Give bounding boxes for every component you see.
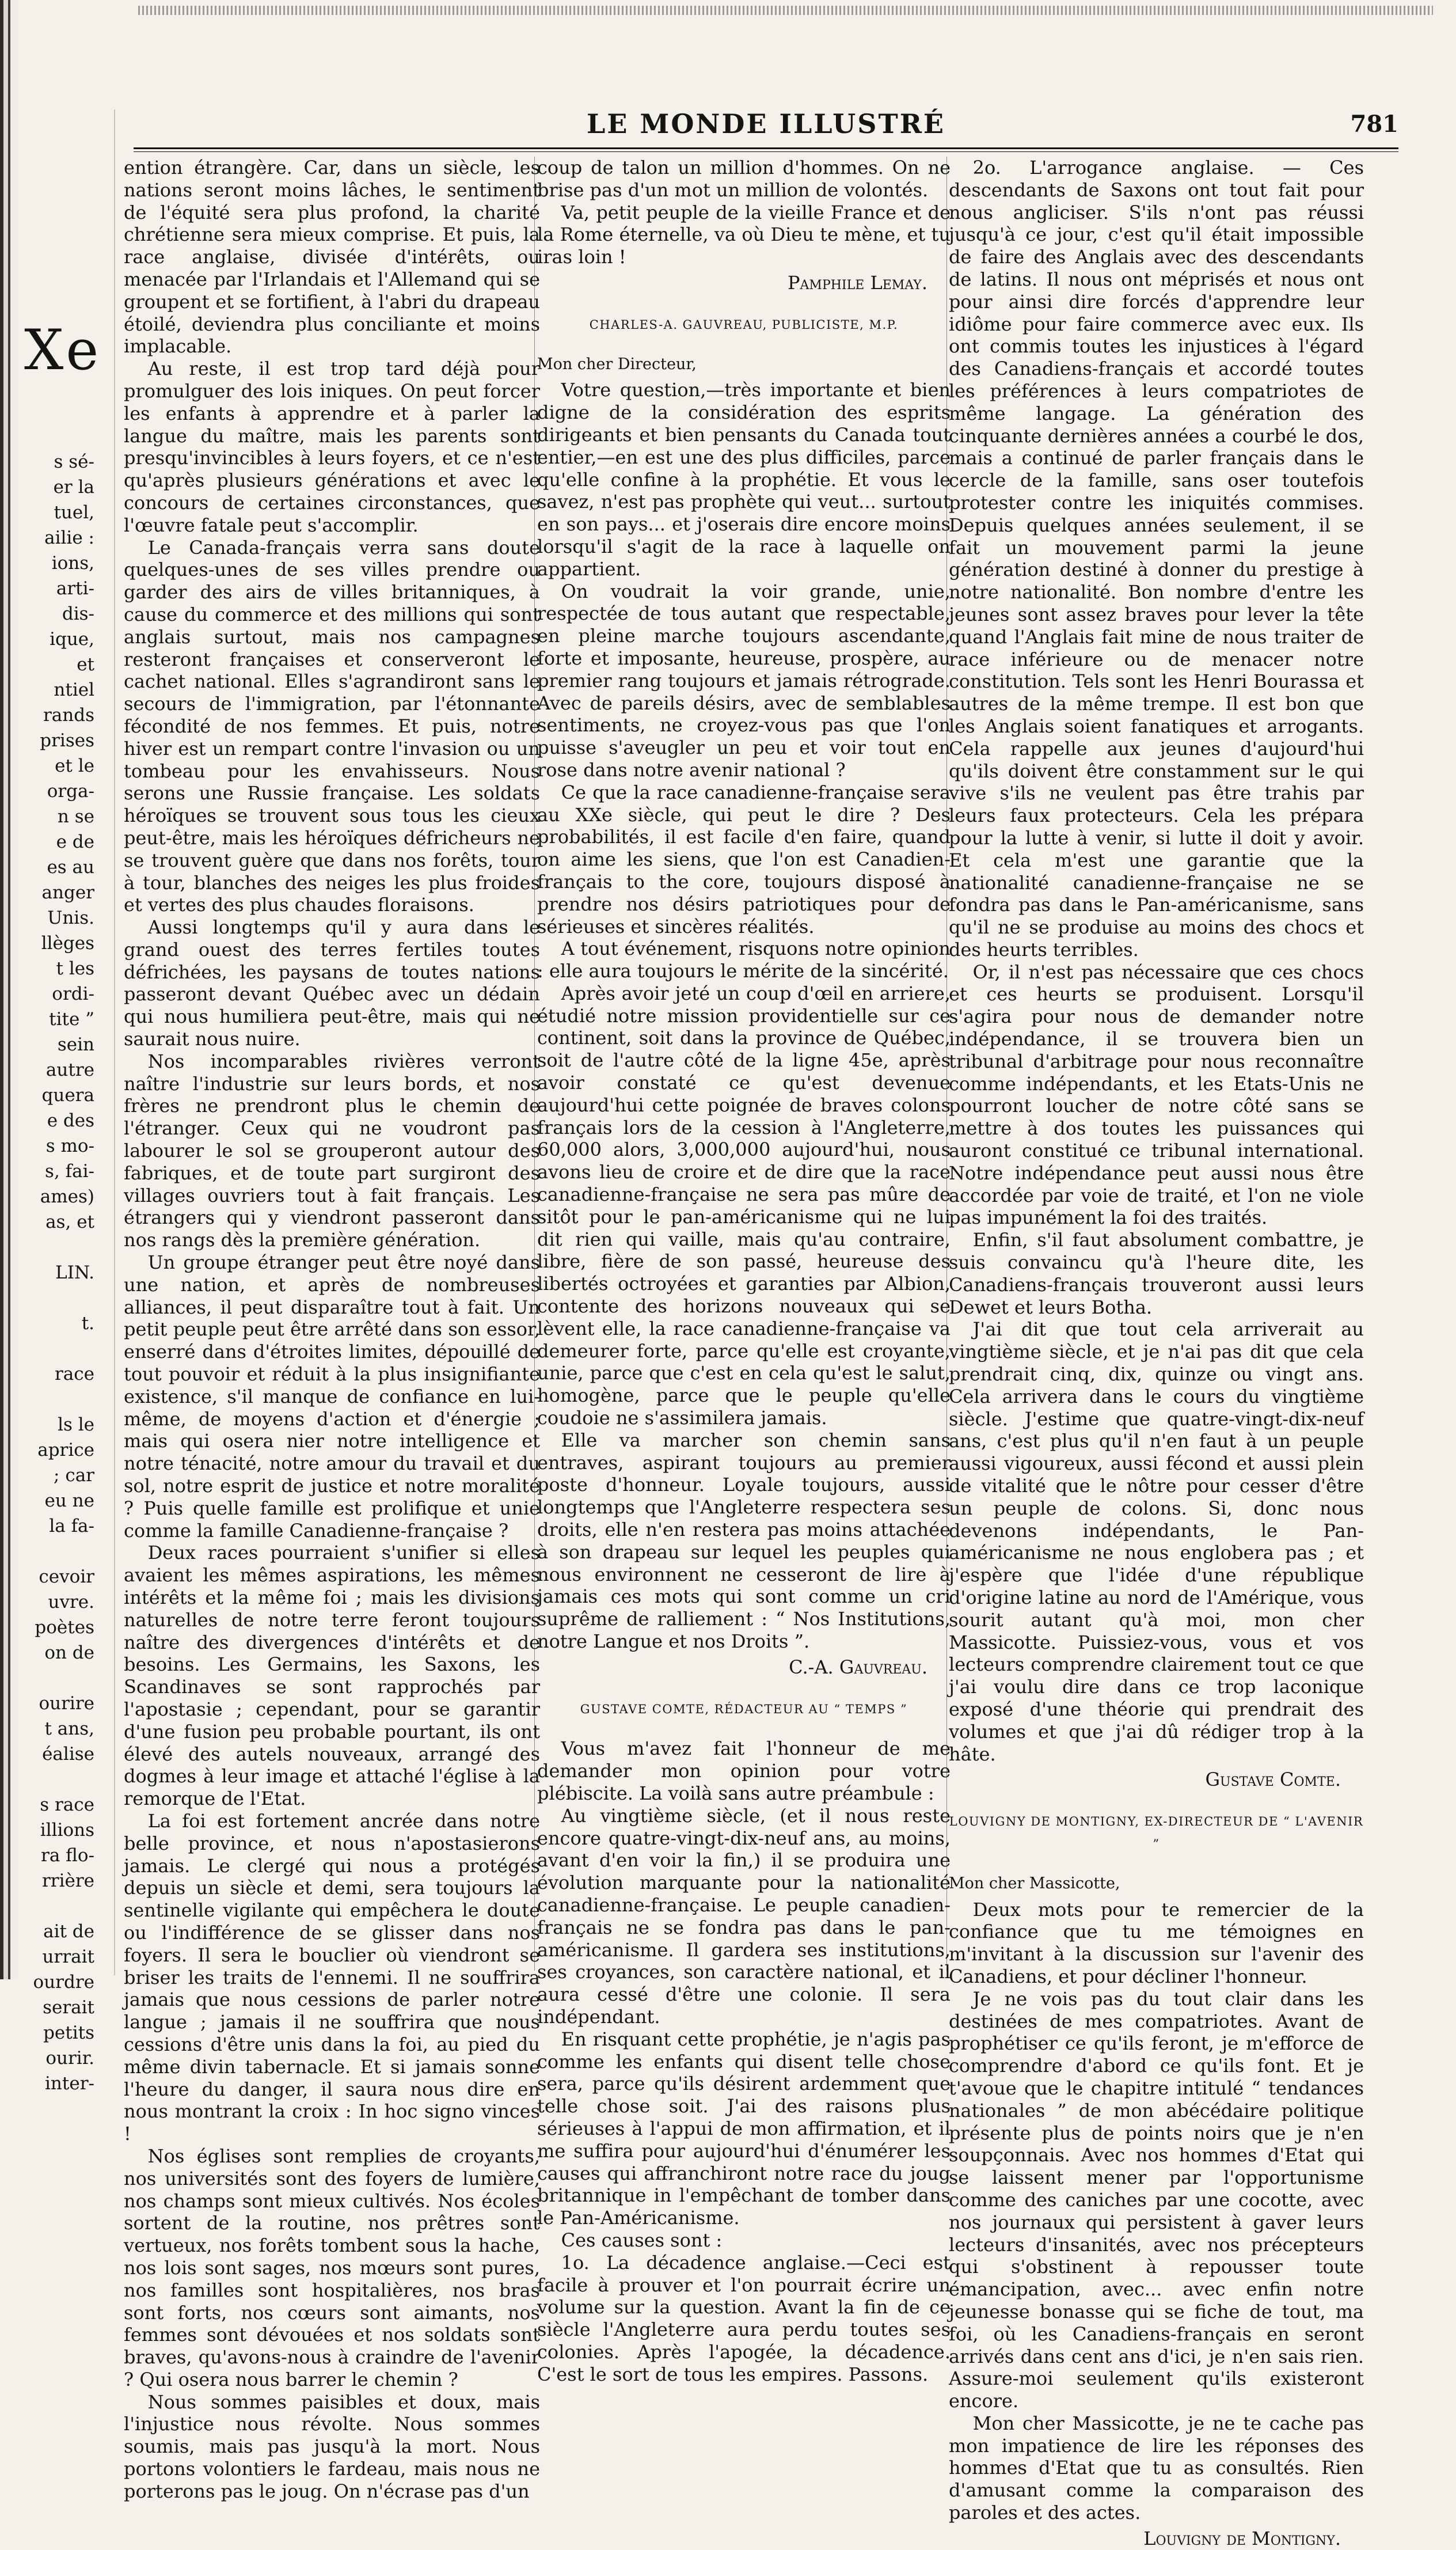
prev-page-line: ailie : bbox=[44, 528, 94, 548]
column-2 bbox=[537, 157, 951, 2385]
signature-comte: Gustave Comte. bbox=[1205, 1769, 1341, 1791]
signature-montigny: Louvigny de Montigny. bbox=[1143, 2527, 1341, 2549]
prev-page-heading-fragment: Xe bbox=[24, 318, 101, 382]
prev-page-line: dis- bbox=[62, 604, 94, 624]
top-print-rule bbox=[138, 6, 1433, 15]
salutation: Mon cher Directeur, bbox=[537, 355, 697, 373]
paragraph: Votre question,—très importante et bien digne de la considération des esprits dirigeants et bien pensants du Canada tout entier,—en est une des plus difficiles, parce qu'elle confine à la prophétie. Et vous le savez, n'est pas prophète qui veut... surtout en son pays... et j'oserais dire encore moins lorsqu'il s'agit de la race à laquelle on appartient. bbox=[537, 379, 951, 580]
paragraph: La foi est fortement ancrée dans notre belle province, et nous n'apostasierons jamais. Le clergé qui nous a protégés depuis un siècle et demi, sera toujours la sentinelle vigilante qui empêchera le doute ou l'indifférence de se glisser dans nos foyers. Il sera le bouclier où viendront se briser les traits de l'ennemi. Il ne souffrira jamais que nous cessions de parler notre langue ; jamais il ne souffrira que nous cessions d'être unis dans la foi, au pied du même divin tabernacle. Et si jamais sonne l'heure du danger, il saura nous dire en nous montrant la croix : In hoc signo vinces ! bbox=[124, 1809, 540, 2145]
prev-page-line: sein bbox=[57, 1034, 94, 1055]
prev-page-line: er la bbox=[53, 477, 94, 498]
prev-page-line: t. bbox=[81, 1313, 94, 1334]
newspaper-title: LE MONDE ILLUSTRÉ bbox=[587, 108, 945, 139]
paragraph: Enfin, s'il faut absolument combattre, je suis convaincu qu'à l'heure dite, les Canadiens-français trouveront aussi leurs Dewet et leurs Botha. bbox=[949, 1229, 1364, 1318]
section-heading-gauvreau: CHARLES-A. GAUVREAU, PUBLICISTE, M.P. bbox=[589, 317, 899, 332]
prev-page-line: aprice bbox=[37, 1440, 94, 1460]
page-number: 781 bbox=[1350, 111, 1398, 138]
prev-page-line: et le bbox=[55, 756, 94, 776]
paragraph: On voudrait la voir grande, unie, respectée de tous autant que respectable, en pleine marche toujours ascendante, forte et imposante, heureuse, prospère, au premier rang toujours et jamais rétrograde. Avec de pareils désirs, avec de semblables sentiments, ne croyez-vous pas que l'on puisse s'aveugler un peu et voir tout en rose dans notre avenir national ? bbox=[537, 580, 951, 781]
prev-page-line: petits bbox=[43, 2022, 94, 2043]
prev-page-line: inter- bbox=[45, 2073, 94, 2094]
continued-paragraph: coup de talon un million d'hommes. On ne brise pas d'un mot un million de volontés. bbox=[537, 157, 951, 201]
comte-letter-continued bbox=[949, 157, 1364, 1765]
prev-page-line: eu ne bbox=[44, 1490, 94, 1511]
comte-letter bbox=[537, 1737, 951, 2385]
prev-page-line: s race bbox=[40, 1794, 94, 1815]
paragraph: Ce que la race canadienne-française sera au XXe siècle, qui peut le dire ? Des probabilités, il est facile d'en faire, quand on aime les siens, que l'on est Canadien-français to the core, toujours disposé à prendre nos désirs patriotiques pour de sérieuses et sincères réalités. bbox=[537, 781, 951, 938]
prev-page-line: serait bbox=[43, 1997, 94, 2018]
paragraph: J'ai dit que tout cela arriverait au vingtième siècle, et je n'ai pas dit que cela prendrait cinq, dix, quinze ou vingt ans. Cela arrivera dans le cours du vingtième siècle. J'estime que quatre-vingt-dix-neuf ans, c'est plus qu'il n'en faut à un peuple aussi vigoureux, aussi fécond et aussi plein de vitalité que le nôtre pour cesser d'être un peuple de colons. Si, donc nous devenons indépendants, le Pan-américanisme ne nous englobera pas ; et j'espère que l'idée d'une république d'origine latine au nord de l'Amérique, vous sourit autant qu'à moi, mon cher Massicotte. Puissiez-vous, vous et vos lecteurs comprendre clairement tout ce que j'ai voulu dire dans ce trop laconique exposé d'une théorie qui prendrait des volumes et que j'ai dû rédiger trop à la hâte. bbox=[949, 1318, 1364, 1765]
prev-page-line: s sé- bbox=[54, 451, 94, 472]
paragraph: ention étrangère. Car, dans un siècle, les nations seront moins lâches, le sentiment de l'équité sera plus profond, la charité chrétienne sera mieux comprise. Et puis, la race anglaise, divisée d'intérêts, ou menacée par l'Irlandais et l'Allemand qui se groupent et se fortifient, à l'abri du drapeau étoilé, deviendra plus conciliante et moins implacable. bbox=[124, 157, 540, 358]
prev-page-line: on de bbox=[44, 1642, 94, 1663]
salutation: Mon cher Massicotte, bbox=[949, 1874, 1120, 1892]
paragraph: Au reste, il est trop tard déjà pour promulguer des lois iniques. On peut forcer les enfants à apprendre et à parler la langue du maître, mais les parents sont presqu'invincibles à leurs foyers, et ce n'est qu'après plusieurs générations et avec le concours de certaines circonstances, que l'œuvre fatale peut s'accomplir. bbox=[124, 358, 540, 536]
paragraph: Elle va marcher son chemin sans entraves, aspirant toujours au premier poste d'honneur. Loyale toujours, aussi longtemps que l'Angleterre respectera ses droits, elle n'en restera pas moins attachée à son drapeau sur lequel les peuples qui nous environnent ne cesseront de lire à jamais ces mots qui sont comme un cri suprême de ralliement : “ Nos Institutions, notre Langue et nos Droits ”. bbox=[537, 1429, 951, 1652]
prev-page-line: LIN. bbox=[55, 1262, 94, 1283]
prev-page-line: autre bbox=[45, 1060, 94, 1080]
prev-page-line: uvre. bbox=[48, 1592, 94, 1612]
masthead-rule-thick bbox=[134, 147, 1398, 149]
paragraph: Nos églises sont remplies de croyants, nos universités sont des foyers de lumière, nos champs sont mieux cultivés. Nos écoles sortent de la routine, nos prêtres sont vertueux, nos forêts tombent sous la hache, nos lois sont sages, nos mœurs sont pures, nos familles sont hospitalières, nos bras sont forts, nos cœurs sont aimants, nos femmes sont dévouées et nos soldats sont braves, qu'avons-nous à craindre de l'avenir ? Qui osera nous barrer le chemin ? bbox=[124, 2145, 540, 2390]
prev-page-line: race bbox=[54, 1364, 94, 1384]
prev-page-line: urrait bbox=[42, 1946, 94, 1967]
paragraph: Je ne vois pas du tout clair dans les destinées de mes compatriotes. Avant de prophétiser ce qu'ils feront, je m'efforce de comprendre d'abord ce qu'ils font. Et je t'avoue que le chapitre intitulé “ tendances nationales ” de mon abécédaire politique présente plus de points noirs que je n'en soupçonnais. Avec nos hommes d'Etat qui se laissent mener par l'opportunisme comme des caniches par une cocotte, avec nos journaux qui persistent à gaver leurs lecteurs d'insanités, avec nos précepteurs qui s'obstinent à repousser toute émancipation, avec... avec enfin notre jeunesse bonasse qui se fiche de tout, ma foi, où les Canadiens-français en seront arrivés dans cent ans d'ici, je n'en sais rien. Assure-moi seulement qu'ils existeront encore. bbox=[949, 1987, 1364, 2412]
previous-page-fragment bbox=[20, 104, 106, 2094]
prev-page-line: éalise bbox=[42, 1744, 94, 1764]
prev-page-line: n se bbox=[57, 806, 94, 827]
paragraph: Le Canada-français verra sans doute quelques-unes de ses villes prendre ou garder des airs de villes britanniques, à cause du commerce et des millions qui sont anglais surtout, mais nos campagnes resteront françaises et conserveront le cachet national. Elles s'agrandiront sans le secours de l'immigration, par l'étonnante fécondité de nos femmes. Et puis, notre hiver est un rempart contre l'invasion ou un tombeau pour les envahisseurs. Nous serons une Russie française. Les soldats héroïques se trouvent sous tous les cieux peut-être, mais les héroïques défricheurs ne se trouvent guère que dans nos forêts, tour à tour, blanches des neiges les plus froides et vertes des plus chaudes floraisons. bbox=[124, 536, 540, 916]
paragraph: Nos incomparables rivières verront naître l'industrie sur leurs bords, et nos frères ne prendront plus le chemin de l'étranger. Ceux qui ne voudront pas labourer le sol se grouperont autour des fabriques, et de toute part surgiront des villages ouvriers tout à fait français. Les étrangers qui y viendront passeront dans nos rangs dès la première génération. bbox=[124, 1050, 540, 1251]
prev-page-line: anger bbox=[41, 882, 94, 903]
prev-page-line: quera bbox=[41, 1085, 94, 1106]
prev-page-line: Unis. bbox=[47, 908, 94, 928]
masthead-rule-thin bbox=[134, 151, 1398, 152]
prev-page-line: ls le bbox=[58, 1414, 94, 1435]
paragraph: En risquant cette prophétie, je n'agis pas comme les enfants qui disent telle chose sera, parce qu'ils désirent ardemment que telle chose soit. J'ai des raisons plus sérieuses à l'appui de mon affirmation, et il me suffira pour aujourd'hui d'énumérer les causes qui affranchiront notre race du joug britannique in l'empêchant de tomber dans le Pan-Américanisme. bbox=[537, 2028, 951, 2229]
prev-page-line: ait de bbox=[43, 1921, 94, 1942]
prev-page-line: poètes bbox=[35, 1617, 94, 1638]
paragraph: Après avoir jeté un coup d'œil en arriere, étudié notre mission providentielle sur ce continent, soit dans la province de Québec, soit de l'autre côté de la ligne 45e, après avoir constaté ce qu'est devenue aujourd'hui cette poignée de braves colons français lors de la cession à l'Angleterre, 60,000 alors, 3,000,000 aujourd'hui, nous avons lieu de croire et de dire que la race canadienne-française ne sera pas mûre de sitôt pour le pan-américanisme qui ne lui dit rien qui vaille, mais qu'au contraire, libre, fière de son passé, heureuse des libertés octroyées et garanties par Albion, contente des horizons nouveaux qui se lèvent elle, la race canadienne-française va demeurer forte, parce qu'elle est croyante, unie, parce que c'est en cela qu'est le salut, homogène, parce que le peuple qu'elle coudoie ne s'assimilera jamais. bbox=[537, 982, 951, 1429]
signature-lemay: Pamphile Lemay. bbox=[788, 271, 927, 294]
column-1 bbox=[124, 157, 540, 2502]
paragraph: Aussi longtemps qu'il y aura dans le grand ouest des terres fertiles toutes défrichées, les paysans de toutes nations passeront devant Québec avec un dédain qui nous humiliera peut-être, mais qui ne saurait nous nuire. bbox=[124, 916, 540, 1050]
montigny-letter bbox=[949, 1899, 1364, 2524]
paragraph: Ces causes sont : bbox=[561, 2229, 723, 2251]
signature-gauvreau: C.-A. Gauvreau. bbox=[789, 1656, 927, 1678]
prev-page-line: e de bbox=[56, 832, 94, 852]
paragraph: Deux races pourraient s'unifier si elles avaient les mêmes aspirations, les mêmes intérêts et la même foi ; mais les divisions naturelles de notre terre feront toujours naître des divergences d'intérêts et de besoins. Les Germains, les Saxons, les Scandinaves se sont rapprochés par l'apostasie ; cependant, pour se garantir d'une fusion peu probable pourtant, ils ont élevé des autels nouveaux, arrangé des dogmes à leur image et attaché l'église à la remorque de l'Etat. bbox=[124, 1542, 540, 1810]
prev-page-line: as, et bbox=[45, 1212, 94, 1232]
prev-page-line: ique, bbox=[50, 629, 94, 650]
paragraph: 2o. L'arrogance anglaise. — Ces descendants de Saxons ont tout fait pour nous angliciser. S'ils n'ont pas réussi jusqu'à ce jour, c'est qu'il était impossible de faire des Anglais avec des descendants de latins. Il nous ont méprisés et nous ont pour ainsi dire forcés d'apprendre leur idiôme pour faire commerce avec eux. Ils ont commis toutes les injustices à l'égard des Canadiens-français et accordé toutes les préférences à leurs compatriotes de même langage. La génération des cinquante dernières années a courbé le dos, mais a continué de parler français dans le cercle de la famille, sans oser toutefois protester contre les iniquités commises. Depuis quelques années seulement, il se fait un mouvement parmi la jeune génération destiné à donner du prestige à notre nationalité. Bon nombre d'entre les jeunes sont assez braves pour lever la tête quand l'Anglais fait mine de nous traiter de race inférieure ou de menacer notre constitution. Tels sont les Henri Bourassa et autres de la même trempe. Il est bon que les Anglais soient fanatiques et arrogants. Cela rappelle aux jeunes d'aujourd'hui qu'ils doivent être constamment sur le qui vive s'ils ne veulent pas être trahis par leurs faux protecteurs. Cela les prépara pour la lutte à venir, si lutte il doit y avoir. Et cela m'est une garantie que la nationalité canadienne-française ne se fondra pas dans le Pan-américanisme, sans qu'il ne se produise au moins des chocs et des heurts terribles. bbox=[949, 157, 1364, 961]
closing-paragraph: Va, petit peuple de la vieille France et de la Rome éternelle, va où Dieu te mène, et tu iras loin ! bbox=[537, 201, 951, 268]
paragraph: A tout événement, risquons notre opinion : elle aura toujours le mérite de la sincérité. bbox=[537, 938, 951, 982]
prev-page-line: ions, bbox=[51, 553, 94, 574]
prev-page-line: orga- bbox=[47, 781, 94, 802]
masthead bbox=[134, 108, 1398, 149]
prev-page-line: ourire bbox=[39, 1693, 94, 1714]
prev-page-line: llèges bbox=[41, 933, 94, 954]
prev-page-line: e des bbox=[47, 1110, 94, 1131]
prev-page-line: ntiel bbox=[54, 680, 94, 700]
page-binding-edge bbox=[0, 0, 18, 1979]
prev-page-line: s, fai- bbox=[45, 1161, 94, 1182]
column-3 bbox=[949, 157, 1364, 2549]
paragraph: Nous sommes paisibles et doux, mais l'injustice nous révolte. Nous sommes soumis, mais pas jusqu'à la mort. Nous portons volontiers le fardeau, mais nous ne porterons pas le joug. On n'écrase pas d'un bbox=[124, 2390, 540, 2502]
prev-page-line: ourdre bbox=[33, 1972, 94, 1993]
prev-page-line: t ans, bbox=[44, 1718, 94, 1739]
prev-page-line: ames) bbox=[40, 1186, 94, 1207]
prev-page-line: es au bbox=[47, 857, 94, 878]
prev-page-line: ourir. bbox=[45, 2048, 94, 2069]
prev-page-line: t les bbox=[56, 958, 94, 979]
prev-page-line: illions bbox=[40, 1820, 94, 1841]
prev-page-line: ra flo- bbox=[41, 1845, 94, 1866]
paragraph: Au vingtième siècle, (et il nous reste encore quatre-vingt-dix-neuf ans, au moins, avant d'en voir la fin,) il se produira une évolution marquante pour la nationalité canadienne-française. Le peuple canadien-français ne se fondra pas dans le pan-américanisme. Il gardera ses institutions, ses croyances, son caractère national, et il aura cessé d'être une colonie. Il sera indépendant. bbox=[537, 1804, 951, 2028]
paragraph: Mon cher Massicotte, je ne te cache pas mon impatience de lire les réponses des hommes d'Etat que tu as consultés. Rien d'amusant comme la comparaison des paroles et des actes. bbox=[949, 2412, 1364, 2524]
prev-page-line: la fa- bbox=[49, 1516, 94, 1536]
prev-page-line: tuel, bbox=[54, 502, 94, 523]
prev-page-line: ordi- bbox=[52, 984, 94, 1004]
prev-page-line: s mo- bbox=[45, 1136, 94, 1156]
paragraph: 1o. La décadence anglaise.—Ceci est facile à prouver et l'on pourrait écrire un volume sur la question. Avant la fin de ce siècle l'Angleterre aura perdu toutes ses colonies. Après l'apogée, la décadence. C'est le sort de tous les empires. Passons. bbox=[537, 2251, 951, 2385]
paragraph: Un groupe étranger peut être noyé dans une nation, et après de nombreuses alliances, il peut disparaître tout à fait. Un petit peuple peut être arrêté dans son essor, enserré dans d'étroites limites, dépouillé de tout pouvoir et réduit à la plus insignifiante existence, s'il manque de confiance en lui-même, de moyens d'action et d'énergie ; mais qui osera nier notre intelligence et notre ténacité, notre amour du travail et du sol, notre esprit de justice et notre moralité ? Puis quelle famille est prolifique et unie comme la famille Canadienne-française ? bbox=[124, 1251, 540, 1542]
section-heading-comte: GUSTAVE COMTE, RÉDACTEUR AU “ TEMPS ” bbox=[580, 1702, 908, 1716]
prev-page-line: cevoir bbox=[39, 1566, 94, 1587]
prev-page-line: tite ” bbox=[49, 1009, 94, 1030]
page-gutter bbox=[114, 109, 115, 1975]
prev-page-line: et bbox=[77, 654, 94, 675]
prev-page-line: rrière bbox=[41, 1870, 94, 1891]
paragraph: Vous m'avez fait l'honneur de me demander mon opinion pour votre plébiscite. La voilà sans autre préambule : bbox=[537, 1737, 951, 1804]
prev-page-line: arti- bbox=[56, 578, 94, 599]
paragraph: Or, il n'est pas nécessaire que ces chocs et ces heurts se produisent. Lorsqu'il s'agira pour nous de demander notre indépendance, il se trouvera bien un tribunal d'arbitrage pour nous reconnaître comme indépendants, et les Etats-Unis ne pourront loucher de notre côté sans se mettre à dos toutes les puissances qui auront constitué ce tribunal international. Notre indépendance peut aussi nous être accordée par voie de traité, et l'on ne viole pas impunément la foi des traités. bbox=[949, 961, 1364, 1229]
prev-page-line: rands bbox=[43, 705, 94, 726]
prev-page-line: ; car bbox=[54, 1465, 94, 1486]
prev-page-line: prises bbox=[40, 730, 94, 751]
gauvreau-letter bbox=[537, 379, 951, 1652]
paragraph: Deux mots pour te remercier de la confiance que tu me témoignes en m'invitant à la discussion sur l'avenir des Canadiens, et pour décliner l'honneur. bbox=[949, 1898, 1364, 1987]
section-heading-montigny: LOUVIGNY DE MONTIGNY, EX-DIRECTEUR DE “ L'AVENIR ” bbox=[949, 1815, 1364, 1851]
